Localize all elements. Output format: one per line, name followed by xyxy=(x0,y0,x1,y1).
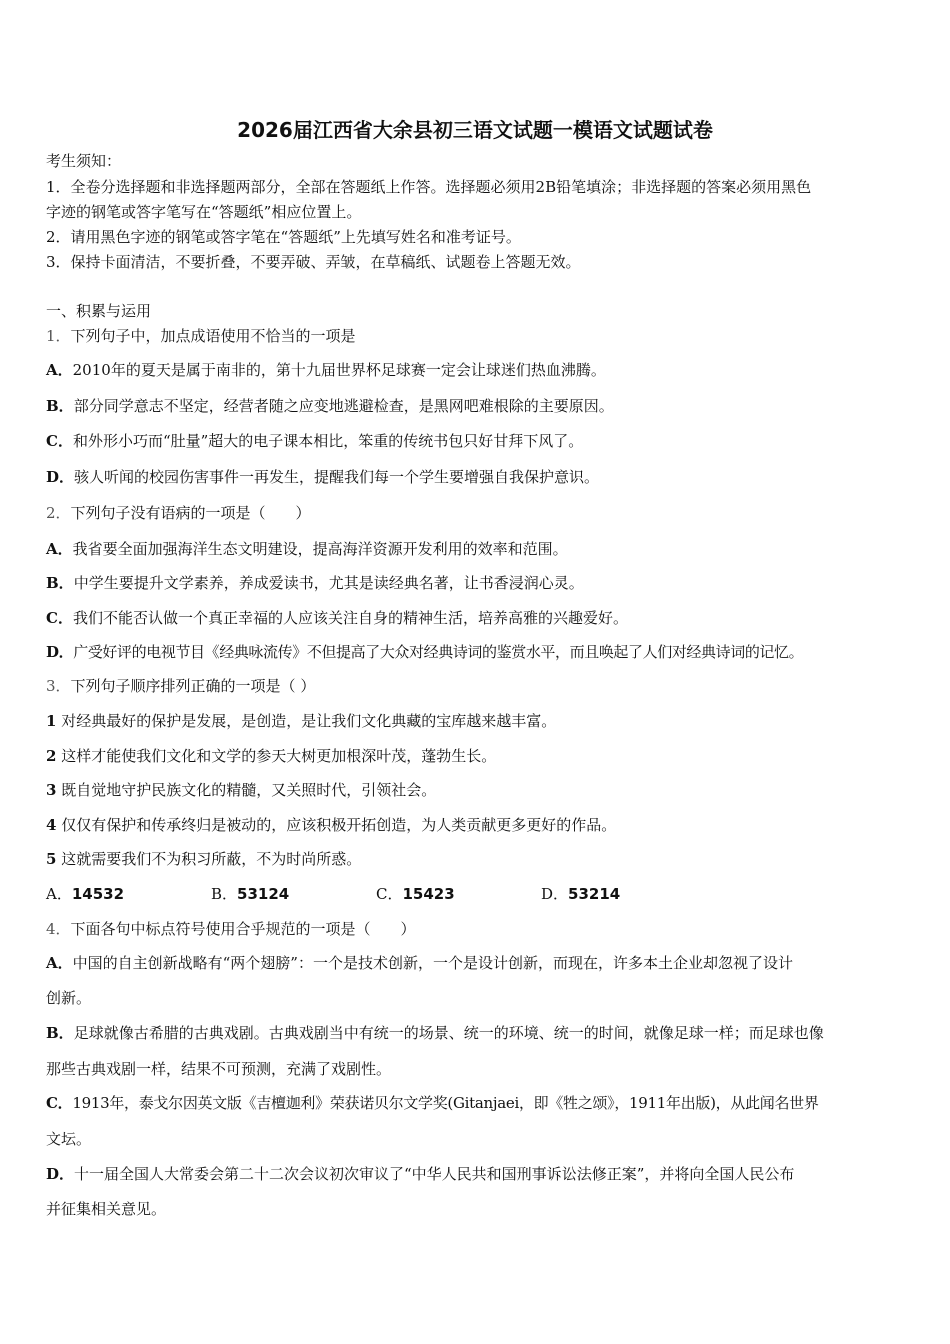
question-3-stem xyxy=(46,676,315,696)
option-text: 我省要全面加强海洋生态文明建设，提高海洋资源开发利用的效率和范围。 xyxy=(72,540,568,558)
sentence xyxy=(46,849,361,869)
option xyxy=(46,431,583,451)
option-text: 骇人听闻的校园伤害事件一再发生，提醒我们每一个学生要增强自我保护意识。 xyxy=(74,468,600,486)
option-text: 十一届全国人大常委会第二十二次会议初次审议了“中华人民共和国刑事诉讼法修正案”，并将向全国人民公布 xyxy=(74,1165,795,1183)
question-number: 4． xyxy=(46,920,71,938)
option-label: D． xyxy=(46,1165,75,1183)
option-text: 足球就像古希腊的古典戏剧。古典戏剧当中有统一的场景、统一的环境、统一的时间，就像足球一样；而足球也像 xyxy=(73,1024,824,1042)
question-2-stem xyxy=(46,503,311,523)
option-text: 广受好评的电视节目《经典咏流传》不但提高了大众对经典诗词的鉴赏水平，而且唤起了人们对经典诗词的记忆。 xyxy=(73,643,804,661)
option-continuation: 文坛。 xyxy=(46,1130,92,1148)
notice-line: 3．保持卡面清洁，不要折叠，不要弄破、弄皱，在草稿纸、试题卷上答题无效。 xyxy=(46,253,581,271)
option-text: 1913年，泰戈尔因英文版《吉檀迦利》荣获诺贝尔文学奖(Gitanjaei，即《牲之颂》，1911年出版)，从此闻名世界 xyxy=(72,1094,819,1112)
option xyxy=(46,1023,824,1043)
sentence xyxy=(46,780,436,800)
option-text: 中国的自主创新战略有“两个翅膀”：一个是技术创新，一个是设计创新，而现在，许多本土企业却忽视了设计 xyxy=(72,954,793,972)
option-continuation: 创新。 xyxy=(46,989,92,1007)
sentence xyxy=(46,746,496,766)
answer-options xyxy=(46,884,706,904)
option-text: 15423 xyxy=(402,885,455,903)
option xyxy=(46,1093,819,1113)
question-number: 3． xyxy=(46,677,71,695)
option-text: 53214 xyxy=(568,885,621,903)
document-title: 2026届江西省大余县初三语文试题一模语文试题试卷 xyxy=(237,118,713,142)
notice-line: 2．请用黑色字迹的钢笔或答字笔在“答题纸”上先填写姓名和准考证号。 xyxy=(46,228,521,246)
sentence-text: 既自觉地守护民族文化的精髓，又关照时代，引领社会。 xyxy=(61,781,437,799)
option-text: 14532 xyxy=(71,885,125,903)
option-text: 中学生要提升文学素养，养成爱读书，尤其是读经典名著，让书香浸润心灵。 xyxy=(73,574,584,592)
option-text: 2010年的夏天是属于南非的，第十九届世界杯足球赛一定会让球迷们热血沸腾。 xyxy=(72,361,606,379)
option xyxy=(46,1164,794,1184)
option xyxy=(46,608,628,628)
question-text: 下列句子没有语病的一项是（ ） xyxy=(70,504,311,522)
question-text: 下列句子中，加点成语使用不恰当的一项是 xyxy=(70,327,356,345)
option-label: D． xyxy=(46,643,74,661)
sentence-number: 3 xyxy=(46,781,57,799)
option xyxy=(376,884,541,904)
sentence-number: 2 xyxy=(46,747,57,765)
option-label: A． xyxy=(46,361,73,379)
option-label: B． xyxy=(211,885,238,903)
sentence-number: 1 xyxy=(46,712,57,730)
option-label: B． xyxy=(46,1024,74,1042)
option-continuation: 并征集相关意见。 xyxy=(46,1200,167,1218)
sentence-text: 这样才能使我们文化和文学的参天大树更加根深叶茂，蓬勃生长。 xyxy=(61,747,497,765)
sentence-text: 对经典最好的保护是发展，是创造，是让我们文化典藏的宝库越来越丰富。 xyxy=(61,712,557,730)
question-number: 1． xyxy=(46,327,71,345)
option-text: 和外形小巧而“肚量”超大的电子课本相比，笨重的传统书包只好甘拜下风了。 xyxy=(72,432,584,450)
option xyxy=(46,539,568,559)
option xyxy=(46,642,803,662)
option xyxy=(46,396,614,416)
option-label: C． xyxy=(46,609,73,627)
option-label: D． xyxy=(541,885,569,903)
sentence xyxy=(46,815,616,835)
question-number: 2． xyxy=(46,504,71,522)
option-label: D． xyxy=(46,468,75,486)
option-label: B． xyxy=(46,574,74,592)
option-label: C． xyxy=(376,885,403,903)
option xyxy=(211,884,376,904)
notice-line: 字迹的钢笔或答字笔写在“答题纸”相应位置上。 xyxy=(46,203,362,221)
question-4-stem xyxy=(46,919,416,939)
option-text: 我们不能否认做一个真正幸福的人应该关注自身的精神生活，培养高雅的兴趣爱好。 xyxy=(72,609,628,627)
sentence-number: 5 xyxy=(46,850,57,868)
notice-heading: 考生须知： xyxy=(46,152,122,170)
option-continuation: 那些古典戏剧一样，结果不可预测，充满了戏剧性。 xyxy=(46,1060,392,1078)
sentence-text: 这就需要我们不为积习所蔽，不为时尚所惑。 xyxy=(61,850,362,868)
option-label: A． xyxy=(46,885,72,903)
option xyxy=(541,884,706,904)
option xyxy=(46,573,584,593)
option-label: C． xyxy=(46,432,73,450)
option xyxy=(46,953,793,973)
sentence-text: 仅仅有保护和传承终归是被动的，应该积极开拓创造，为人类贡献更多更好的作品。 xyxy=(61,816,617,834)
option-text: 53124 xyxy=(237,885,290,903)
question-1-stem xyxy=(46,326,356,346)
option xyxy=(46,467,599,487)
option-text: 部分同学意志不坚定，经营者随之应变地逃避检查，是黑网吧难根除的主要原因。 xyxy=(73,397,614,415)
sentence-number: 4 xyxy=(46,816,57,834)
question-text: 下列句子顺序排列正确的一项是（ ） xyxy=(70,677,316,695)
option-label: A． xyxy=(46,540,73,558)
option-label: B． xyxy=(46,397,74,415)
notice-line: 1．全卷分选择题和非选择题两部分，全部在答题纸上作答。选择题必须用2B铅笔填涂；非选择题的答案必须用黑色 xyxy=(46,178,812,196)
option xyxy=(46,360,606,380)
sentence xyxy=(46,711,556,731)
option-label: C． xyxy=(46,1094,73,1112)
section-heading: 一、积累与运用 xyxy=(46,302,152,320)
question-text: 下面各句中标点符号使用合乎规范的一项是（ ） xyxy=(70,920,416,938)
option xyxy=(46,884,211,904)
option-label: A． xyxy=(46,954,73,972)
